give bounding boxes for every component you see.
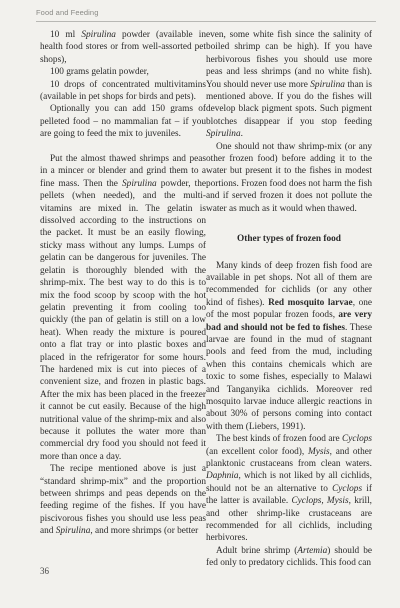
recipe-item-multivitamins: 10 drops of concentrated multivitamins (available in pet shops for birds and pets). xyxy=(40,79,206,103)
recipe-item-gelatin: 100 grams gelatin powder, xyxy=(50,67,149,78)
left-column xyxy=(40,29,206,538)
paragraph-ratio: The recipe mentioned above is just a “standard shrimp-mix” and the proportion between shrimps and peas depends on the feeding regime of the fishes. If you have piscivorous fishes you should use less peas and Spirulina, and more shrimps (or better xyxy=(40,464,206,537)
page-number: 36 xyxy=(40,566,49,576)
paragraph-continued: even, some white fish since the salinity of boiled shrimp can be high). If you have herbivorous fishes you should use more peas and less shrimps (and no white fish). You should never use more Spirulina than is mentioned above. If you do the fishes will develop black pigment spots. Such pigment blotches disappear if you stop feeding Spirulina. xyxy=(206,30,373,140)
paragraph-best-kinds: The best kinds of frozen food are Cyclops (an excellent color food), Mysis, and other planktonic crustaceans from clean waters. Daphnia, which is not liked by all cichlids, should not be an alternative to Cyclops if the latter is available. Cyclops, Mysis, krill, and other shrimp-like crustaceans are recommended for all cichlids, including herbivores. xyxy=(206,434,373,544)
right-column xyxy=(206,29,372,570)
header-rule xyxy=(36,21,376,22)
recipe-item-pellets: Optionally you can add 150 grams of pelleted food – no mammalian fat – if you are going to feed the mix to juveniles. xyxy=(40,104,206,140)
paragraph-thawing: One should not thaw shrimp-mix (or any other frozen food) before adding it to the water but present it to the fishes in modest portions. Frozen food does not harm the fish and if served frozen it does not pollute the water as much as it would when thawed. xyxy=(206,141,372,214)
paragraph-brine-shrimp: Adult brine shrimp (Artemia) should be fed only to predatory cichlids. This food can xyxy=(206,545,372,569)
running-head: Food and Feeding xyxy=(36,8,99,17)
paragraph-frozen-kinds: Many kinds of deep frozen fish food are available in pet shops. Not all of them are recommended for cichlids (or any other kind of fishes). Red mosquito larvae, one of the most popular frozen foods, are very bad and should not be fed to fishes. These larvae are found in the mud of stagnant pools and feed from the mud, including when this contains chemicals which are toxic to some fishes, especially to Malawi and Tanganyika cichlids. Moreover red mosquito larvae induce allergic reactions in about 30% of persons coming into contact with them (Liebers, 1991). xyxy=(206,260,373,432)
section-heading: Other types of frozen food xyxy=(237,234,341,245)
paragraph-method: Put the almost thawed shrimps and peas in a mincer or blender and grind them to a fine mass. Then the Spirulina powder, the pellets (when needed), and the multi-vitamins are mixed in. The gelatin is dissolved according to the instructions on the packet. It must be an easily flowing, sticky mass without any lumps. Lumps of gelatin can be dangerous for juveniles. The gelatin is thoroughly blended with the shrimp-mix. The best way to do this is to mix the food scoop by scoop with the hot gelatin preventing it from cooling too quickly (the pan of gelatin is still on a low heat). When ready the mixture is poured onto a flat tray or into plastic boxes and placed in the refrigerator for some hours. The hardened mix is cut into pieces of a convenient size, and frozen in plastic bags. After the mix has been placed in the freezer it cannot be cut easily. Because of the high nutritional value of the shrimp-mix and also because it pollutes the water more than commercial dry food you should not feed it more than once a day. xyxy=(40,154,206,462)
recipe-item-spirulina: 10 ml Spirulina powder (available in health food stores or from well-assorted pet shops), xyxy=(40,30,207,65)
